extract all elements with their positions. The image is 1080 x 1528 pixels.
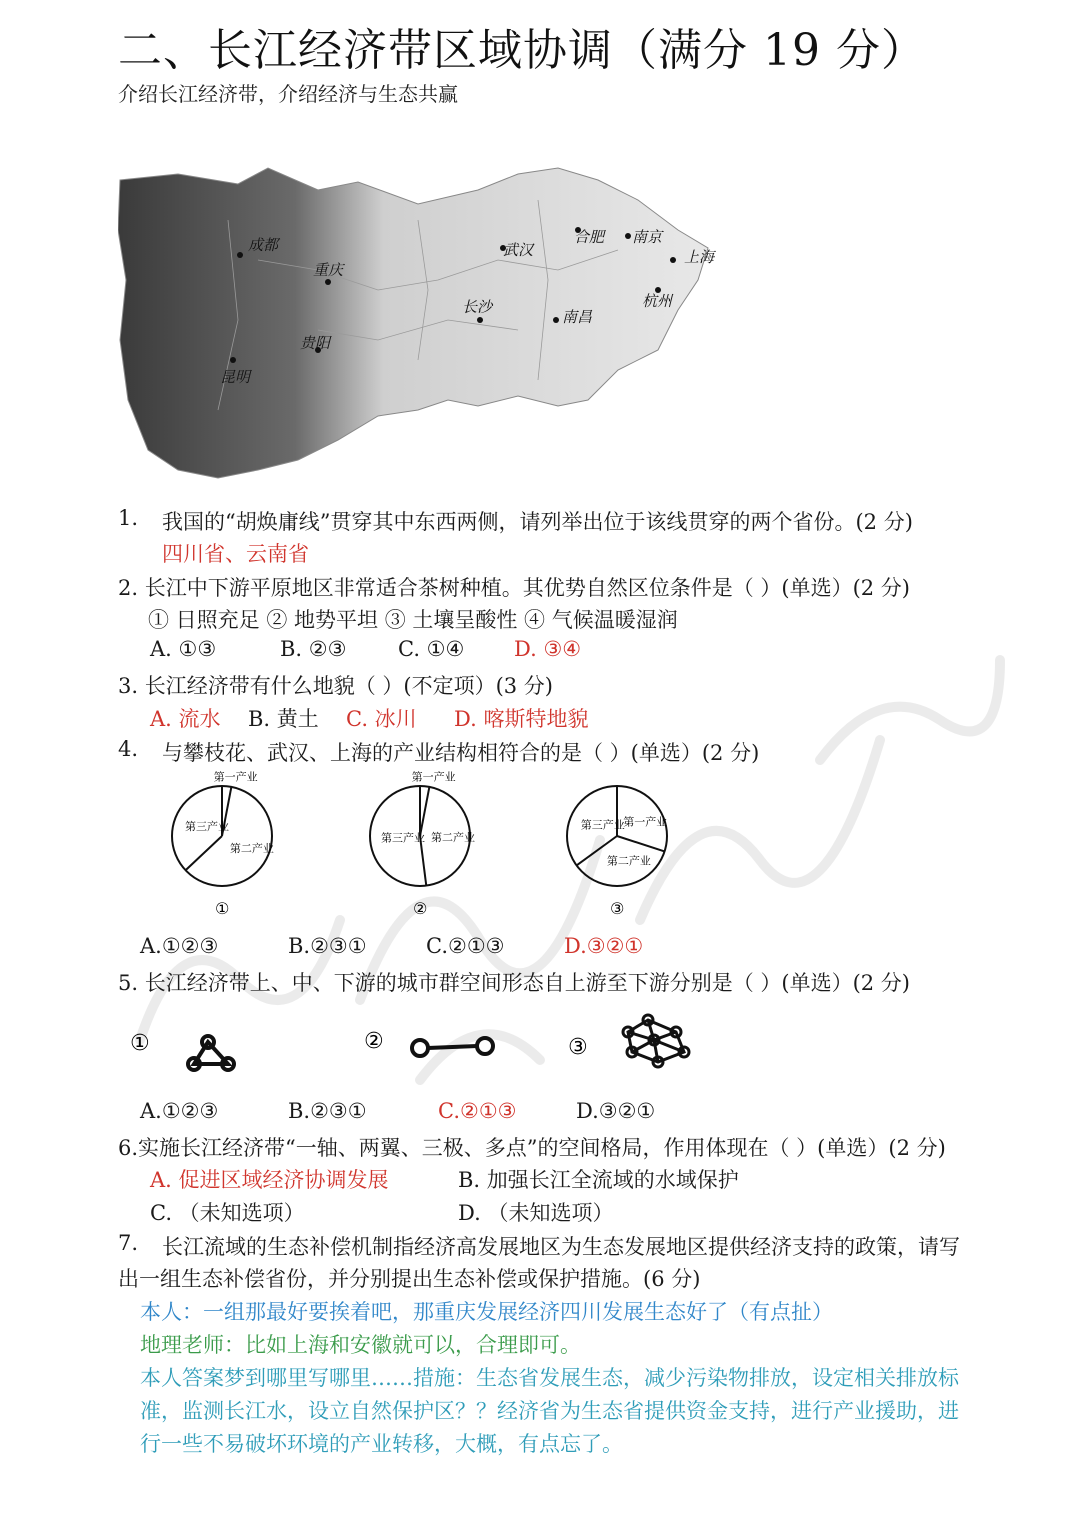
q7-note-teacher: 地理老师：比如上海和安徽就可以，合理即可。 (140, 1333, 581, 1357)
q5-label-2: ② (364, 1029, 384, 1054)
map-city-label: 上海 (684, 248, 715, 266)
q5-option-d: D.③②① (576, 1099, 656, 1123)
map-city-label: 合肥 (574, 228, 605, 246)
q3-option-d: D. 喀斯特地貌 (454, 707, 589, 731)
q5-label-1: ① (130, 1031, 150, 1056)
pie-slice-boundary (617, 836, 665, 851)
pie-chart (370, 770, 475, 918)
q5-option-b: B.②③① (288, 1099, 367, 1123)
pie-number-label: ① (215, 899, 230, 918)
pie-slice-label: 第二产业 (430, 830, 475, 844)
pie-slice-label: 第三产业 (185, 820, 230, 834)
pie-slice-label: 第一产业 (623, 815, 668, 829)
q5-label-3: ③ (568, 1035, 588, 1060)
q4-option-b: B.②③① (288, 934, 367, 958)
pie-chart (172, 770, 274, 918)
q7-note-answer-line2: 准，监测长江水，设立自然保护区？？经济省为生态省提供资金支持，进行产业援助，进 (140, 1399, 959, 1423)
q1-text: 我国的“胡焕庸线”贯穿其中东西两侧，请列举出位于该线贯穿的两个省份。(2 分) (162, 510, 913, 534)
pie-slice-boundary (186, 836, 222, 870)
q2-option-b: B. ②③ (280, 637, 347, 661)
page-subtitle: 介绍长江经济带，介绍经济与生态共赢 (118, 82, 458, 106)
q6-option-a: A. 促进区域经济协调发展 (150, 1168, 389, 1192)
q1-answer: 四川省、云南省 (162, 542, 309, 566)
q4-option-a: A.①②③ (140, 934, 219, 958)
page-title: 二、长江经济带区域协调（满分 19 分） (118, 25, 926, 76)
pie-slice-label: 第二产业 (606, 854, 651, 868)
map-city-label: 重庆 (313, 261, 344, 279)
map-city-label: 武汉 (503, 241, 534, 259)
q4-option-d: D.③②① (564, 934, 644, 958)
q3-option-a: A. 流水 (150, 707, 221, 731)
q6-option-b: B. 加强长江全流域的水域保护 (458, 1168, 739, 1192)
q6-option-d: D. （未知选项） (458, 1201, 614, 1225)
q1-number: 1. (118, 506, 139, 530)
q3-text: 3. 长江经济带有什么地貌（ ）(不定项）(3 分) (118, 674, 553, 698)
q3-option-b: B. 黄土 (248, 707, 319, 731)
q7-note-answer-line1: 本人答案梦到哪里写哪里……措施：生态省发展生态，减少污染物排放，设定相关排放标 (140, 1366, 959, 1390)
q5-option-c: C.②①③ (438, 1099, 517, 1123)
map-city-label: 长沙 (462, 298, 493, 316)
pie-slice-label: 第二产业 (229, 842, 274, 856)
map-city-label: 昆明 (220, 368, 251, 386)
q6-text: 6.实施长江经济带“一轴、两翼、三极、多点”的空间格局，作用体现在（ ）(单选）(2 分) (118, 1136, 946, 1160)
triangle-cluster-icon (188, 1036, 234, 1070)
pie-chart (567, 786, 667, 918)
map-city-label: 杭州 (642, 292, 673, 310)
q2-option-c: C. ①④ (398, 637, 465, 661)
q7-text-line2: 出一组生态补偿省份，并分别提出生态补偿或保护措施。(6 分) (118, 1267, 701, 1291)
pie-slice-boundary (420, 787, 429, 836)
q4-pie-charts (150, 770, 710, 930)
dumbbell-cluster-icon (412, 1038, 493, 1056)
pie-slice-label: 第一产业 (411, 770, 456, 784)
map-city-label: 成都 (248, 236, 279, 254)
q5-text: 5. 长江经济带上、中、下游的城市群空间形态自上游至下游分别是（ ）(单选）(2 分) (118, 971, 910, 995)
q4-option-c: C.②①③ (426, 934, 505, 958)
q4-text: 与攀枝花、武汉、上海的产业结构相符合的是（ ）(单选）(2 分) (162, 741, 760, 765)
q3-option-c: C. 冰川 (346, 707, 417, 731)
yangtze-economic-belt-map (118, 160, 718, 480)
q7-text-line1: 长江流域的生态补偿机制指经济高发展地区为生态发展地区提供经济支持的政策，请写 (162, 1235, 960, 1259)
pie-slice-label: 第三产业 (381, 831, 426, 845)
q7-note-student: 本人：一组那最好要挨着吧，那重庆发展经济四川发展生态好了（有点扯） (140, 1300, 833, 1324)
pie-number-label: ② (413, 899, 428, 918)
q5-city-cluster-diagrams (128, 1010, 708, 1080)
q7-number: 7. (118, 1231, 139, 1255)
map-city-label: 南京 (632, 228, 663, 246)
q2-option-a: A. ①③ (150, 637, 217, 661)
pie-number-label: ③ (610, 899, 625, 918)
q6-option-c: C. （未知选项） (150, 1201, 305, 1225)
q2-conditions: ① 日照充足 ② 地势平坦 ③ 土壤呈酸性 ④ 气候温暖湿润 (148, 608, 678, 632)
map-city-label: 贵阳 (300, 334, 331, 352)
q2-text: 2. 长江中下游平原地区非常适合茶树种植。其优势自然区位条件是（ ）(单选）(2 分) (118, 576, 910, 600)
pie-slice-label: 第一产业 (213, 770, 258, 784)
pie-slice-label: 第三产业 (580, 818, 625, 832)
q4-number: 4. (118, 737, 139, 761)
q5-option-a: A.①②③ (140, 1099, 219, 1123)
q2-option-d: D. ③④ (514, 637, 582, 661)
map-city-label: 南昌 (562, 308, 593, 326)
network-cluster-icon (623, 1015, 689, 1067)
q7-note-answer-line3: 行一些不易破坏环境的产业转移，大概，有点忘了。 (140, 1432, 623, 1456)
